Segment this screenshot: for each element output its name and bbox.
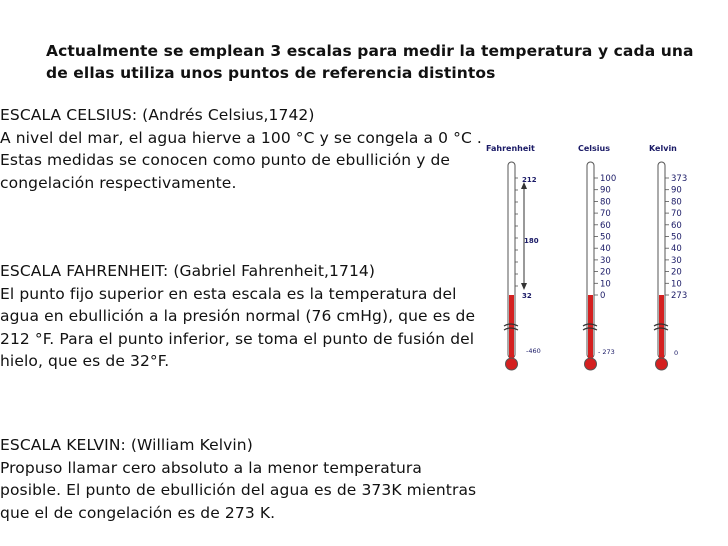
celsius-tick-label: 40 [600,244,611,255]
celsius-tick-label: 50 [600,232,611,243]
celsius-tick-label: 10 [600,279,611,290]
kelvin-title: Kelvin [649,144,677,153]
celsius-absolute-label: - 273 [598,348,615,356]
fahrenheit-span-label: 180 [524,237,539,245]
fahrenheit-title: Fahrenheit [486,144,535,153]
section-kelvin-body: Propuso llamar cero absoluto a la menor temperatura posible. El punto de ebullición del agua es de 373K mientras que el de congelación es de 273 K. [0,458,477,522]
kelvin-tick-label: 10 [671,279,682,290]
kelvin-tick-label: 80 [671,197,682,208]
celsius-tick-label: 60 [600,220,611,231]
fahrenheit-freezing-label: 32 [522,292,532,300]
section-celsius [0,104,485,194]
section-fahrenheit-heading: ESCALA FAHRENHEIT: (Gabriel Fahrenheit,1714) [0,262,376,280]
section-fahrenheit-body: El punto fijo superior en esta escala es la temperatura del agua en ebullición a la presión normal (76 cmHg), que es de 212 °F. Para el punto inferior, se toma el punto de fusión del hielo, que es de 32°F. [0,284,476,370]
fahrenheit-thermometer [486,144,541,370]
kelvin-tick-label: 50 [671,232,682,243]
celsius-tick-label: 80 [600,197,611,208]
section-celsius-body: A nivel del mar, el agua hierve a 100 °C y se congela a 0 °C . Estas medidas se conocen como punto de ebullición y de congelación respectivamente. [0,128,482,192]
celsius-tick-label: 20 [600,267,611,278]
celsius-tick-label: 70 [600,209,611,220]
page-title: Actualmente se emplean 3 escalas para medir la temperatura y cada una de ellas utiliza unos puntos de referencia distintos [46,42,694,82]
kelvin-tick-label: 273 [671,291,688,301]
kelvin-tick-label: 40 [671,244,682,255]
kelvin-tick-label: 30 [671,255,682,266]
section-fahrenheit [0,260,485,373]
kelvin-bulb [656,358,668,370]
section-kelvin [0,434,485,524]
celsius-tick-label: 30 [600,255,611,266]
celsius-tick-label: 90 [600,185,611,196]
fahrenheit-boiling-label: 212 [522,176,537,184]
kelvin-tick-label: 90 [671,185,682,196]
celsius-bulb [585,358,597,370]
celsius-title: Celsius [578,144,610,153]
celsius-tick-label: 0 [600,291,606,301]
section-celsius-heading: ESCALA CELSIUS: (Andrés Celsius,1742) [0,106,315,124]
celsius-thermometer [578,144,616,370]
kelvin-absolute-label: 0 [674,349,679,357]
fahrenheit-absolute-label: -460 [526,347,541,355]
celsius-tick-label: 100 [600,174,617,184]
kelvin-tick-label: 20 [671,267,682,278]
fahrenheit-bulb [506,358,518,370]
kelvin-tick-label: 70 [671,209,682,220]
kelvin-tick-label: 60 [671,220,682,231]
kelvin-thermometer [649,144,687,370]
kelvin-tick-label: 373 [671,174,688,184]
section-kelvin-heading: ESCALA KELVIN: (William Kelvin) [0,436,253,454]
thermometer-diagram [484,138,719,373]
